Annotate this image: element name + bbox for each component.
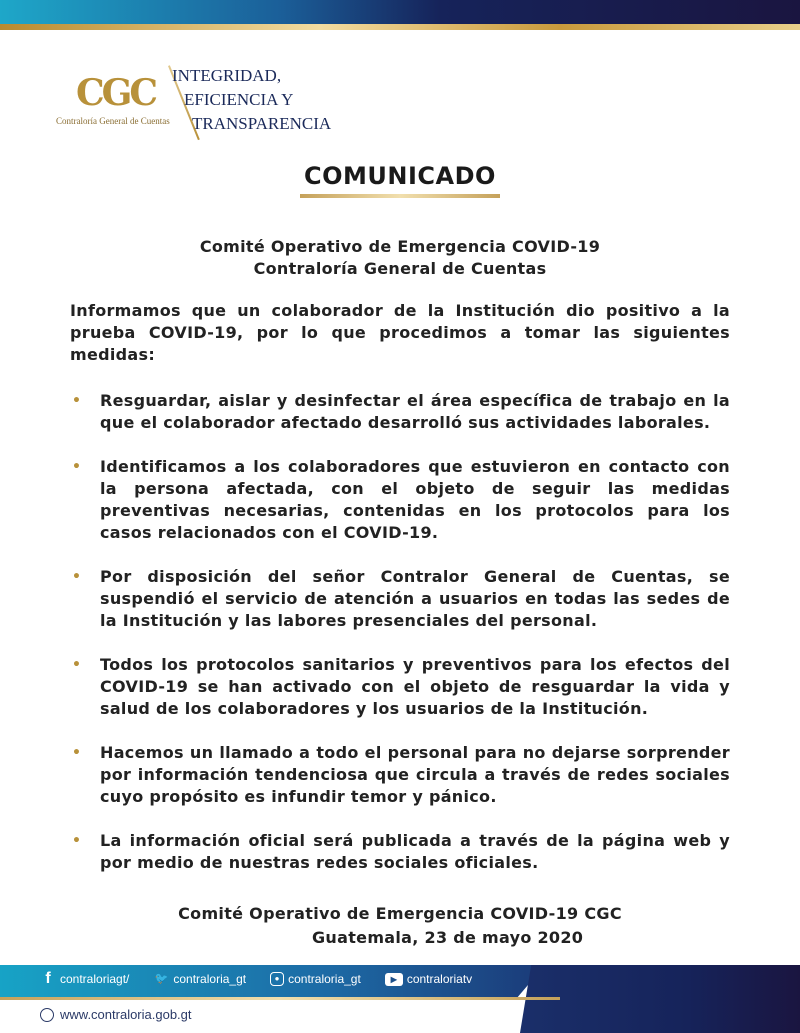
list-item	[70, 742, 730, 808]
motto-line: INTEGRIDAD,	[172, 66, 282, 85]
facebook-handle: contraloriagt/	[60, 972, 130, 986]
bullet-icon: •	[72, 569, 82, 585]
website-url: www.contraloria.gob.gt	[60, 1007, 192, 1022]
logo-name: Contraloría General de Cuentas	[56, 116, 170, 126]
twitter-icon: 🐦	[154, 973, 169, 985]
bullet-icon: •	[72, 459, 82, 475]
measure-text: Identificamos a los colaboradores que estuvieron en contacto con la persona afectada, con el objeto de seguir las medidas preventivas necesarias, contenidas en los protocolos para los casos relacionados con el COVID-19.	[100, 457, 730, 542]
youtube-link[interactable]	[385, 971, 472, 987]
measures-list	[70, 390, 730, 896]
motto-line: TRANSPARENCIA	[192, 114, 332, 133]
youtube-icon: ▶	[385, 973, 403, 986]
instagram-handle: contraloria_gt	[288, 972, 361, 986]
top-band-gold	[0, 24, 800, 30]
measure-text: La información oficial será publicada a través de la página web y por medio de nuestras redes sociales oficiales.	[100, 831, 730, 872]
facebook-icon: f	[45, 970, 51, 987]
committee-line-1: Comité Operativo de Emergencia COVID-19	[199, 237, 601, 256]
signoff-committee: Comité Operativo de Emergencia COVID-19 CGC	[178, 904, 622, 923]
measure-text: Hacemos un llamado a todo el personal para no dejarse sorprender por información tendenciosa que circula a través de redes sociales cuyo propósito es infundir temor y pánico.	[100, 743, 730, 806]
list-item	[70, 456, 730, 544]
youtube-handle: contraloriatv	[406, 972, 473, 986]
communique-heading	[295, 162, 505, 198]
list-item	[70, 654, 730, 720]
instagram-icon: ●	[270, 972, 284, 986]
measure-text: Resguardar, aislar y desinfectar el área específica de trabajo en la que el colaborador afectado desarrolló sus actividades laborales.	[100, 391, 730, 432]
intro-paragraph: Informamos que un colaborador de la Institución dio positivo a la prueba COVID-19, por lo que procedimos a tomar las siguientes medidas:	[70, 301, 730, 364]
bullet-icon: •	[72, 745, 82, 761]
measure-text: Por disposición del señor Contralor General de Cuentas, se suspendió el servicio de atención a usuarios en todas las sedes de la Institución y las labores presenciales del personal.	[100, 567, 730, 630]
page-title: COMUNICADO	[304, 162, 496, 190]
footer-gold-line	[0, 997, 560, 1000]
globe-icon	[40, 1008, 54, 1022]
list-item	[70, 830, 730, 874]
title-underline	[300, 194, 500, 198]
facebook-link[interactable]	[40, 971, 129, 987]
measure-text: Todos los protocolos sanitarios y preventivos para los efectos del COVID-19 se han activado con el objeto de resguardar la vida y salud de los colaboradores y los usuarios de la Institución.	[100, 655, 730, 718]
logo-motto	[172, 64, 331, 136]
signoff	[0, 902, 800, 950]
committee-header	[0, 236, 800, 280]
twitter-handle: contraloria_gt	[173, 972, 247, 986]
logo-mark: CGC	[76, 72, 156, 114]
bullet-icon: •	[72, 833, 82, 849]
motto-line: EFICIENCIA Y	[184, 90, 294, 109]
social-links	[40, 971, 472, 987]
footer	[0, 965, 800, 1033]
list-item	[70, 390, 730, 434]
top-band	[0, 0, 800, 30]
cgc-logo	[52, 62, 332, 152]
twitter-link[interactable]	[153, 971, 246, 987]
bullet-icon: •	[72, 657, 82, 673]
instagram-link[interactable]	[270, 971, 361, 987]
list-item	[70, 566, 730, 632]
bullet-icon: •	[72, 393, 82, 409]
top-band-navy	[0, 0, 800, 24]
website-link[interactable]	[40, 1007, 192, 1022]
signoff-date: Guatemala, 23 de mayo 2020	[312, 928, 584, 947]
footer-bar-dark	[520, 965, 800, 1033]
committee-line-2: Contraloría General de Cuentas	[253, 259, 547, 278]
